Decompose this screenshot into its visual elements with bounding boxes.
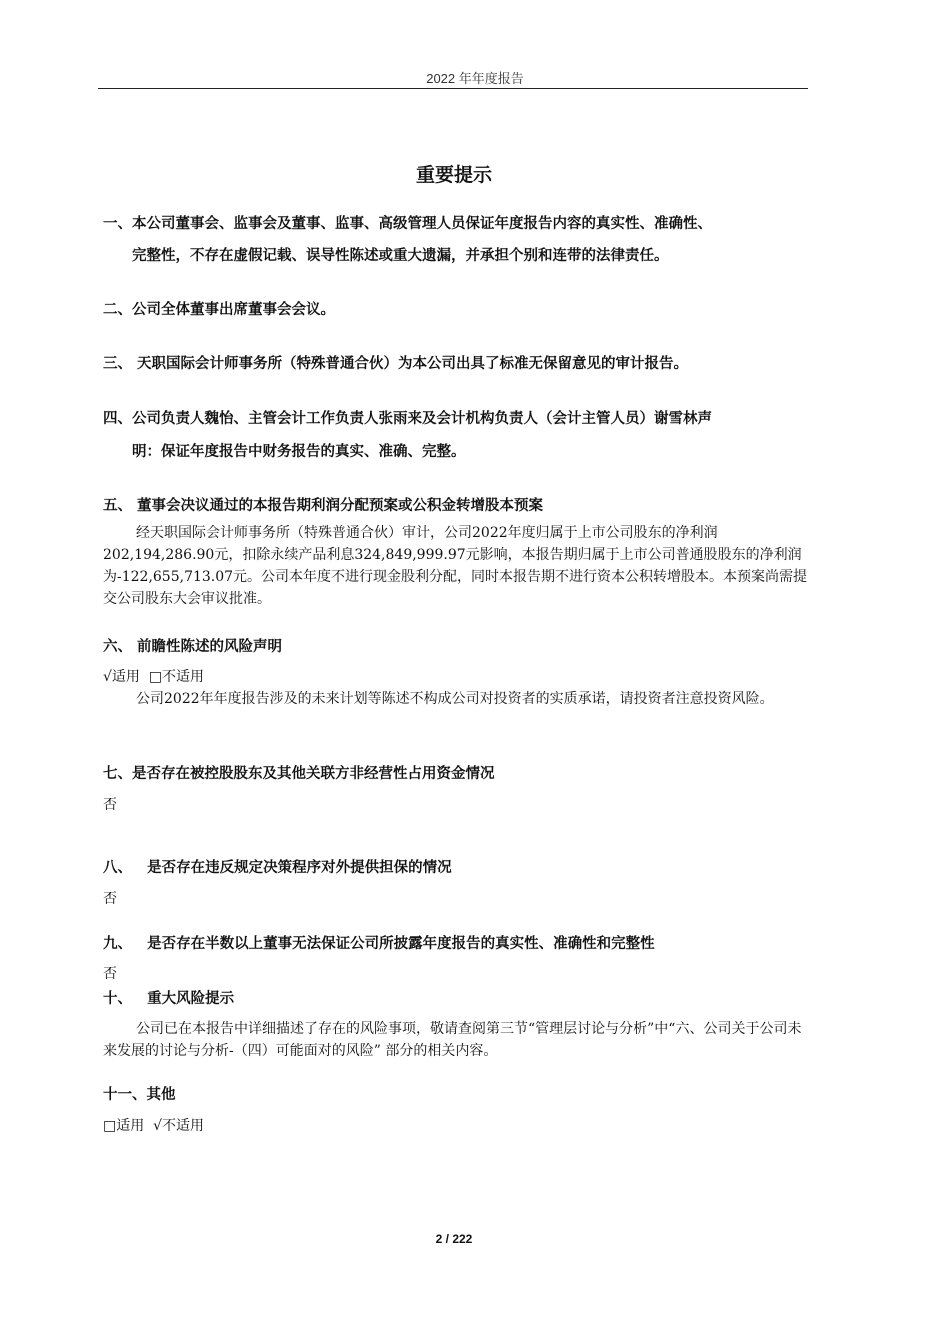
section-11-title: 十一、其他 [103,1087,176,1103]
section-6-title: 六、 前瞻性陈述的风险声明 [103,639,283,655]
section-6-body: 公司2022年年度报告涉及的未来计划等陈述不构成公司对投资者的实质承诺，请投资者注意投资风险。 [136,691,774,707]
section-3: 三、 天职国际会计师事务所（特殊普通合伙）为本公司出具了标准无保留意见的审计报告。 [103,356,689,372]
section-8-title: 八、 是否存在违反规定决策程序对外提供担保的情况 [103,860,452,876]
page-number: 2 / 222 [435,1232,473,1246]
section-5-body: 经天职国际会计师事务所（特殊普通合伙）审计，公司2022年度归属于上市公司股东的净利润202,194,286.90元，扣除永续产品利息324,849,999.97元影响，本报告期归属于上市公司普通股股东的净利润为-122,655,713.07元。公司本年度不进行现金股利分配，同时本报告期不进行资本公积转增股本。本预案尚需提交公司股东大会审议批准。 [103,525,808,607]
section-9-answer: 否 [103,966,117,982]
section-11-applicability: □适用 √不适用 [103,1118,205,1134]
section-4-line-2: 明：保证年度报告中财务报告的真实、准确、完整。 [132,444,466,460]
section-9-title: 九、 是否存在半数以上董事无法保证公司所披露年度报告的真实性、准确性和完整性 [103,936,655,952]
section-10-title: 十、 重大风险提示 [103,991,235,1007]
section-1-line-2: 完整性，不存在虚假记载、误导性陈述或重大遗漏，并承担个别和连带的法律责任。 [132,248,669,264]
section-1-line-1: 一、本公司董事会、监事会及董事、监事、高级管理人员保证年度报告内容的真实性、准确性、 [103,216,712,232]
section-7-answer: 否 [103,797,117,813]
header-rule [98,88,808,89]
section-2: 二、公司全体董事出席董事会会议。 [103,302,335,318]
page-header: 2022 年年度报告 [426,71,524,86]
section-5-title: 五、 董事会决议通过的本报告期利润分配预案或公积金转增股本预案 [103,498,544,514]
page-title: 重要提示 [415,164,492,186]
section-7-title: 七、是否存在被控股股东及其他关联方非经营性占用资金情况 [103,766,495,782]
section-4-line-1: 四、公司负责人魏怡、主管会计工作负责人张雨来及会计机构负责人（会计主管人员）谢雪林声 [103,411,712,427]
section-10-body: 公司已在本报告中详细描述了存在的风险事项，敬请查阅第三节“管理层讨论与分析”中“六、公司关于公司未来发展的讨论与分析-（四）可能面对的风险” 部分的相关内容。 [103,1021,802,1059]
section-8-answer: 否 [103,891,117,907]
section-6-applicability: √适用 □不适用 [103,669,205,685]
